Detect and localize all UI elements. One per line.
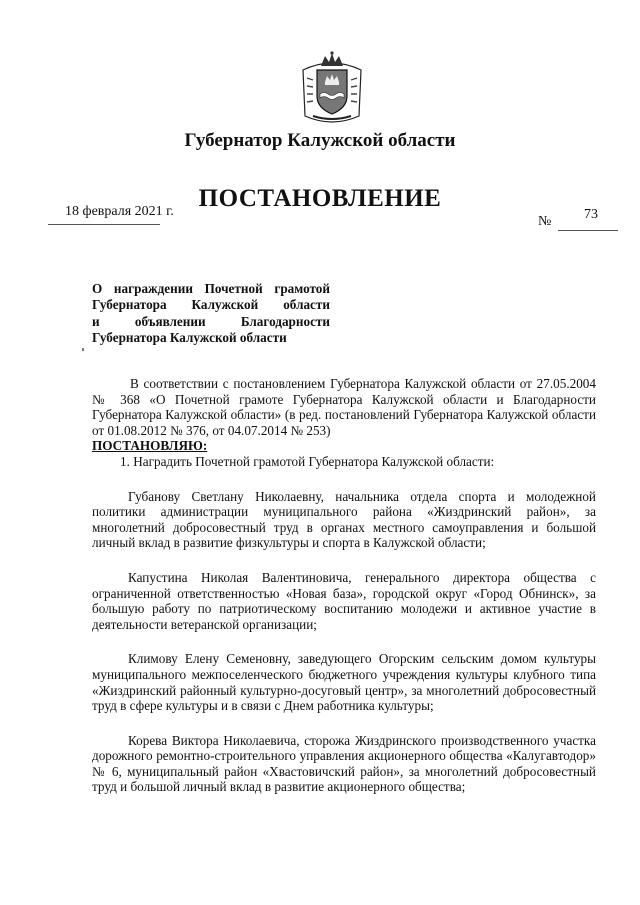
date-underline [48,224,160,225]
resolve-heading: ПОСТАНОВЛЯЮ: [92,438,208,454]
subject-line: Губернатора Калужской области [92,297,330,313]
issuer-title: Губернатор Калужской области [184,130,456,151]
subject-line: О награждении Почетной грамотой [92,281,330,296]
number-sign: № [538,214,552,229]
document-type-title: ПОСТАНОВЛЕНИЕ [198,185,442,212]
awardee-paragraph: Капустина Николая Валентиновича, генерального директора общества с ограниченной ответственностью «Новая база», городской округ «Город Обнинск», за большую работу по патриотическому воспитанию молодежи и активное участие в деятельности ветеранской организации; [92,569,596,632]
awardee-paragraph: Климову Елену Семеновну, заведующего Огорским сельским домом культуры муниципального межпоселенческого бюджетного учреждения культуры клубного типа «Жиздринский районный культурно-досуговый центр», за многолетний добросовестный труд в сфере культуры и в связи с Днем работника культуры; [92,651,596,714]
subject-line: Губернатора Калужской области [92,329,287,345]
scan-mark [82,348,84,351]
awardee-paragraph: Губанову Светлану Николаевну, начальника отдела спорта и молодежной политики администрации муниципального района «Жиздринский район», за многолетний добросовестный труд в органах местного самоуправления и большой личный вклад в развитие физкультуры и спорта в Калужской области; [92,488,596,551]
awardee-paragraph: Корева Виктора Николаевича, сторожа Жиздринского производственного участка дорожного ремонтно-строительного управления акционерного общества «Калугавтодор» № 6, муниципальный район «Хвастовичский район», за многолетний добросовестный труд и большой личный вклад в развитие акционерного общества; [92,732,596,795]
subject-line: и объявлении Благодарности [92,313,330,329]
document-subject [92,281,330,346]
coat-of-arms-emblem [299,50,365,128]
document-body [92,376,596,795]
number-underline [558,230,618,231]
document-number: 73 [584,207,598,222]
document-date: 18 февраля 2021 г. [65,204,174,219]
preamble-paragraph: В соответствии с постановлением Губернатора Калужской области от 27.05.2004 № 368 «О Почетной грамоте Губернатора Калужской области и Благодарности Губернатора Калужской области» (в ред. постановлений Губернатора Калужской области от 01.08.2012 № 376, от 04.07.2014 № 253) [92,376,596,438]
award-item-heading: 1. Наградить Почетной грамотой Губернатора Калужской области: [120,453,495,469]
